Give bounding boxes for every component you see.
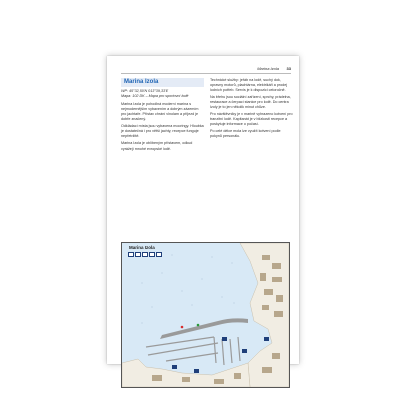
info-icon xyxy=(128,252,134,257)
left-column xyxy=(121,78,204,152)
map-title: Marina Izola xyxy=(129,245,155,250)
page-number: 33 xyxy=(286,66,291,71)
shower-icon xyxy=(142,252,148,257)
coordinates: WP: 45°32,50'N 013°39,33'E xyxy=(121,89,169,94)
green-marker xyxy=(197,324,200,327)
running-title: Marina Izola xyxy=(257,66,279,71)
marina-map xyxy=(121,242,290,388)
running-head xyxy=(107,56,299,76)
paragraph: Technické služby: jeřáb na lodě, suchý dok, opravny motorů, plachtárna, elektrikáři a prodej lodních potřeb. Servis je k dispozici celoročně. xyxy=(210,78,288,93)
anchor-icon xyxy=(149,252,155,257)
chart-reference: Mapa: 102 DK – Mapa pro sportovní lodě xyxy=(121,94,189,99)
section-title: Marina Izola xyxy=(121,78,204,87)
paragraph: Pro návštěvníky je v marině vyhrazeno kotvení pro tranzitní lodě. Kapitanát je v blízkosti recepce a poskytuje informace o počasí. xyxy=(210,112,293,127)
right-column xyxy=(210,78,293,140)
paragraph: Po celé délce mola lze využít kotvení podle pokynů personálu. xyxy=(210,129,281,139)
fuel-icon xyxy=(135,252,141,257)
crane-icon xyxy=(156,252,162,257)
paragraph: Marina Izola je pohodlná moderní marína s nejmodernějším vybavením a dobrým zázemím pro jachtaře. Přístav chrání vlnolam a příjezd je dobře značený. xyxy=(121,102,199,122)
book-page xyxy=(107,56,299,364)
map-legend xyxy=(128,252,162,257)
header-divider xyxy=(121,73,291,74)
red-marker xyxy=(181,326,184,329)
paragraph: Na břehu jsou sociální zařízení, sprchy, prádelna, restaurace a čerpací stanice pro lodě. Do centra Izoly je to jen několik minut chůze. xyxy=(210,95,291,110)
marina-map-svg xyxy=(122,243,289,387)
paragraph: Odkládací místa jsou vybavena mooringy. Hloubka je dostatečná i pro větší jachty, recepce funguje nepřetržitě. xyxy=(121,124,204,139)
paragraph: Marina Izola je oblíbeným přístavem, odkud vyrážejí mnohé evropské lodě. xyxy=(121,141,193,151)
